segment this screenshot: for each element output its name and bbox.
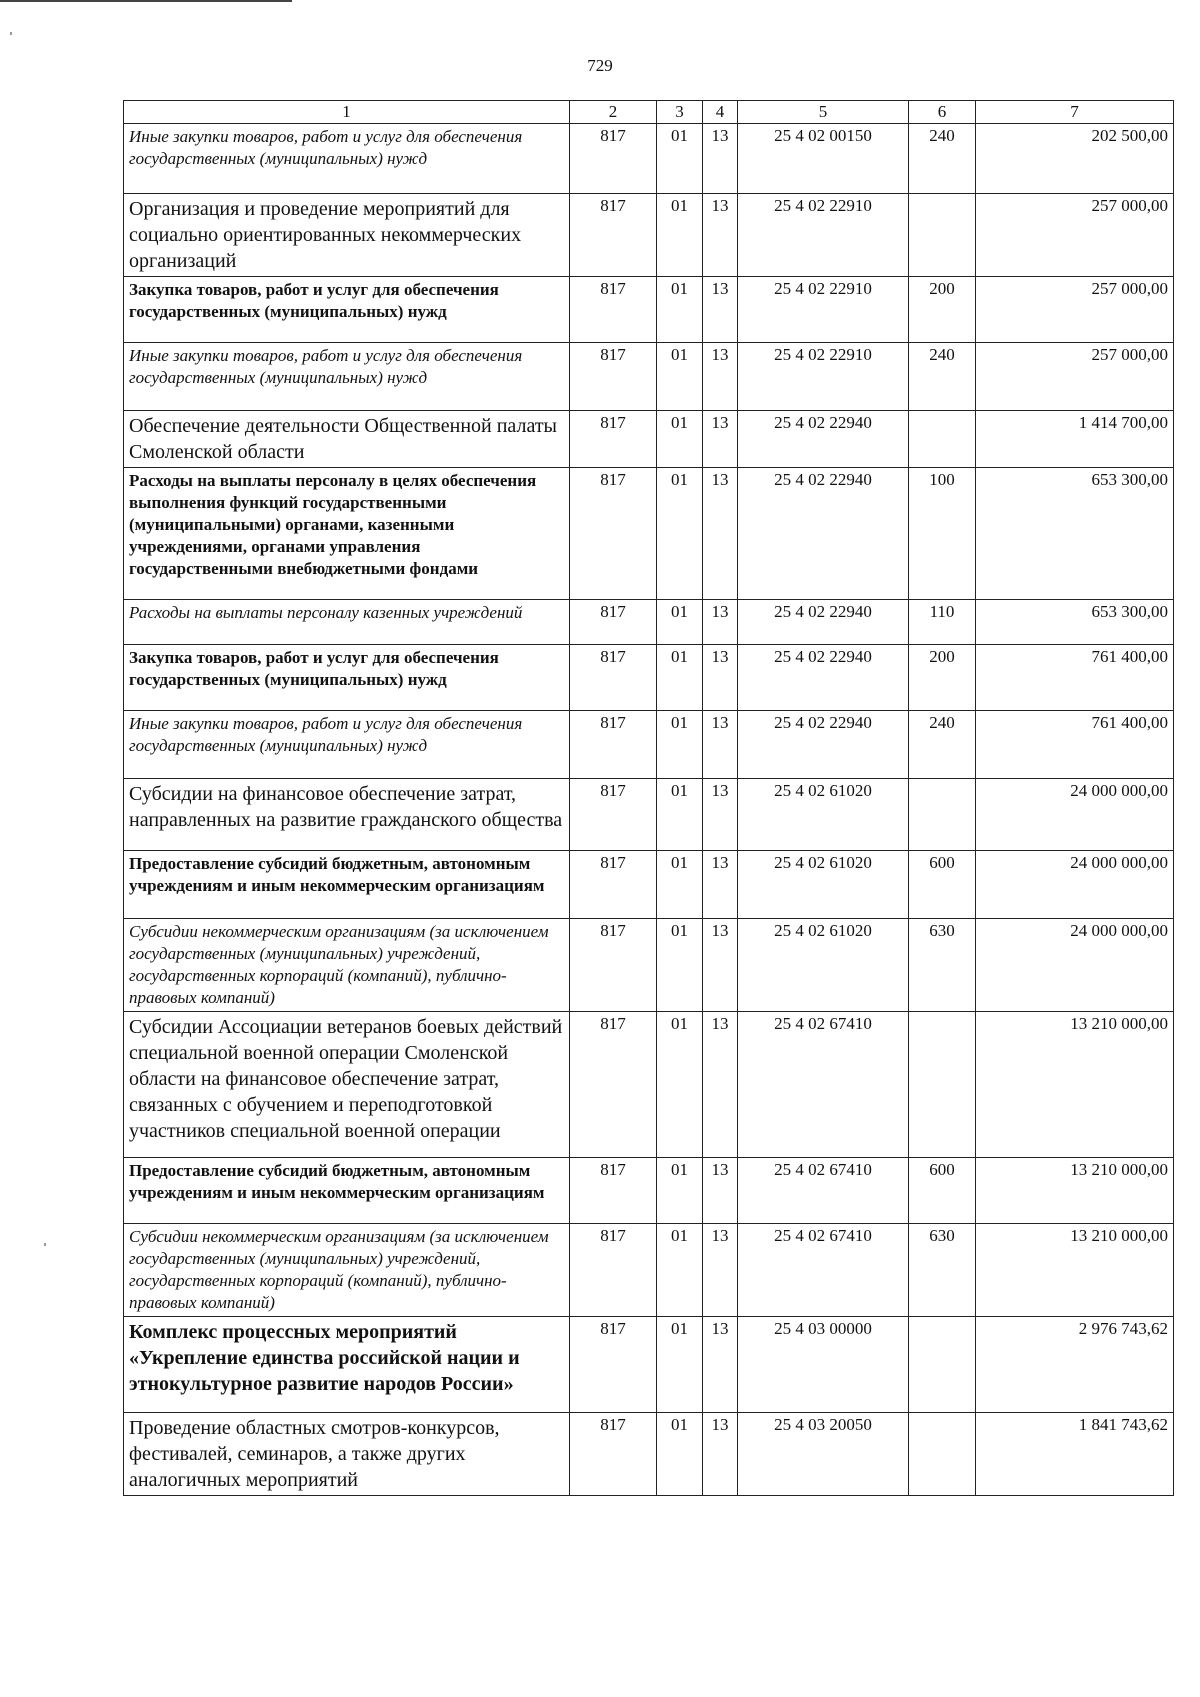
section-code-cell: 01: [657, 468, 703, 600]
admin-code-cell: 817: [570, 600, 657, 645]
table-row: [124, 1224, 1174, 1317]
section-code-cell: 01: [657, 919, 703, 1012]
target-article-cell: 25 4 02 67410: [738, 1012, 909, 1158]
table-row: [124, 919, 1174, 1012]
target-article-cell: 25 4 02 22910: [738, 277, 909, 343]
scan-edge-line: [0, 0, 292, 2]
admin-code-cell: 817: [570, 1413, 657, 1496]
admin-code-cell: 817: [570, 468, 657, 600]
expense-type-cell: 200: [909, 645, 976, 711]
section-code-cell: 01: [657, 1317, 703, 1413]
subsection-code-cell: 13: [703, 124, 738, 194]
row-name-cell: Закупка товаров, работ и услуг для обеспечения государственных (муниципальных) нужд: [124, 645, 570, 711]
row-name-cell: Субсидии на финансовое обеспечение затрат, направленных на развитие гражданского общества: [124, 779, 570, 851]
admin-code-cell: 817: [570, 711, 657, 779]
subsection-code-cell: 13: [703, 1012, 738, 1158]
expense-type-cell: 100: [909, 468, 976, 600]
amount-cell: 24 000 000,00: [976, 779, 1174, 851]
expense-type-cell: [909, 194, 976, 277]
admin-code-cell: 817: [570, 194, 657, 277]
table-row: [124, 600, 1174, 645]
table-row: [124, 711, 1174, 779]
subsection-code-cell: 13: [703, 343, 738, 411]
column-number: 2: [570, 101, 657, 124]
admin-code-cell: 817: [570, 919, 657, 1012]
row-name-cell: Организация и проведение мероприятий для социально ориентированных некоммерческих организаций: [124, 194, 570, 277]
expense-type-cell: 600: [909, 851, 976, 919]
table-row: [124, 194, 1174, 277]
row-name-cell: Предоставление субсидий бюджетным, автономным учреждениям и иным некоммерческим организациям: [124, 851, 570, 919]
target-article-cell: 25 4 02 67410: [738, 1224, 909, 1317]
amount-cell: 24 000 000,00: [976, 919, 1174, 1012]
row-name-cell: Субсидии некоммерческим организациям (за исключением государственных (муниципальных) учреждений, государственных корпораций (компаний), публично-правовых компаний): [124, 1224, 570, 1317]
column-number: 7: [976, 101, 1174, 124]
section-code-cell: 01: [657, 124, 703, 194]
target-article-cell: 25 4 02 22940: [738, 411, 909, 468]
column-number: 6: [909, 101, 976, 124]
target-article-cell: 25 4 03 00000: [738, 1317, 909, 1413]
expense-type-cell: [909, 411, 976, 468]
target-article-cell: 25 4 02 61020: [738, 919, 909, 1012]
table-row: [124, 411, 1174, 468]
amount-cell: 257 000,00: [976, 277, 1174, 343]
table-row: [124, 645, 1174, 711]
target-article-cell: 25 4 02 61020: [738, 851, 909, 919]
column-number: 1: [124, 101, 570, 124]
table-row: [124, 851, 1174, 919]
amount-cell: 1 414 700,00: [976, 411, 1174, 468]
admin-code-cell: 817: [570, 411, 657, 468]
expense-type-cell: 200: [909, 277, 976, 343]
target-article-cell: 25 4 02 22910: [738, 343, 909, 411]
row-name-cell: Иные закупки товаров, работ и услуг для обеспечения государственных (муниципальных) нужд: [124, 343, 570, 411]
amount-cell: 653 300,00: [976, 600, 1174, 645]
amount-cell: 13 210 000,00: [976, 1012, 1174, 1158]
amount-cell: 1 841 743,62: [976, 1413, 1174, 1496]
admin-code-cell: 817: [570, 277, 657, 343]
row-name-cell: Иные закупки товаров, работ и услуг для обеспечения государственных (муниципальных) нужд: [124, 711, 570, 779]
section-code-cell: 01: [657, 411, 703, 468]
table-row: [124, 343, 1174, 411]
subsection-code-cell: 13: [703, 1224, 738, 1317]
expense-type-cell: 240: [909, 343, 976, 411]
table-row: [124, 277, 1174, 343]
section-code-cell: 01: [657, 277, 703, 343]
column-number-row: [124, 101, 1174, 124]
row-name-cell: Обеспечение деятельности Общественной палаты Смоленской области: [124, 411, 570, 468]
column-number: 4: [703, 101, 738, 124]
subsection-code-cell: 13: [703, 1158, 738, 1224]
expense-type-cell: [909, 1413, 976, 1496]
table-row: [124, 1317, 1174, 1413]
expense-type-cell: 600: [909, 1158, 976, 1224]
target-article-cell: 25 4 02 67410: [738, 1158, 909, 1224]
admin-code-cell: 817: [570, 343, 657, 411]
subsection-code-cell: 13: [703, 851, 738, 919]
subsection-code-cell: 13: [703, 1317, 738, 1413]
expense-type-cell: 630: [909, 919, 976, 1012]
amount-cell: 2 976 743,62: [976, 1317, 1174, 1413]
subsection-code-cell: 13: [703, 468, 738, 600]
column-number: 5: [738, 101, 909, 124]
target-article-cell: 25 4 02 61020: [738, 779, 909, 851]
subsection-code-cell: 13: [703, 411, 738, 468]
admin-code-cell: 817: [570, 779, 657, 851]
subsection-code-cell: 13: [703, 645, 738, 711]
section-code-cell: 01: [657, 1413, 703, 1496]
amount-cell: 13 210 000,00: [976, 1158, 1174, 1224]
page-number: 729: [587, 56, 613, 75]
subsection-code-cell: 13: [703, 779, 738, 851]
section-code-cell: 01: [657, 779, 703, 851]
row-name-cell: Предоставление субсидий бюджетным, автономным учреждениям и иным некоммерческим организациям: [124, 1158, 570, 1224]
amount-cell: 257 000,00: [976, 194, 1174, 277]
row-name-cell: Комплекс процессных мероприятий «Укрепление единства российской нации и этнокультурное развитие народов России»: [124, 1317, 570, 1413]
target-article-cell: 25 4 02 22940: [738, 645, 909, 711]
row-name-cell: Закупка товаров, работ и услуг для обеспечения государственных (муниципальных) нужд: [124, 277, 570, 343]
target-article-cell: 25 4 02 22940: [738, 468, 909, 600]
subsection-code-cell: 13: [703, 277, 738, 343]
section-code-cell: 01: [657, 343, 703, 411]
subsection-code-cell: 13: [703, 1413, 738, 1496]
table-row: [124, 468, 1174, 600]
amount-cell: 257 000,00: [976, 343, 1174, 411]
admin-code-cell: 817: [570, 1012, 657, 1158]
section-code-cell: 01: [657, 645, 703, 711]
table-row: [124, 1012, 1174, 1158]
row-name-cell: Расходы на выплаты персоналу казенных учреждений: [124, 600, 570, 645]
row-name-cell: Проведение областных смотров-конкурсов, фестивалей, семинаров, а также других аналогичных мероприятий: [124, 1413, 570, 1496]
amount-cell: 24 000 000,00: [976, 851, 1174, 919]
admin-code-cell: 817: [570, 851, 657, 919]
expense-type-cell: 240: [909, 711, 976, 779]
table-row: [124, 1413, 1174, 1496]
scan-speck: [10, 32, 12, 35]
admin-code-cell: 817: [570, 1317, 657, 1413]
amount-cell: 761 400,00: [976, 645, 1174, 711]
scan-speck: [44, 1243, 46, 1246]
amount-cell: 13 210 000,00: [976, 1224, 1174, 1317]
row-name-cell: Субсидии некоммерческим организациям (за исключением государственных (муниципальных) учреждений, государственных корпораций (компаний), публично-правовых компаний): [124, 919, 570, 1012]
section-code-cell: 01: [657, 851, 703, 919]
expense-type-cell: [909, 1317, 976, 1413]
target-article-cell: 25 4 02 00150: [738, 124, 909, 194]
expense-type-cell: 630: [909, 1224, 976, 1317]
admin-code-cell: 817: [570, 124, 657, 194]
row-name-cell: Иные закупки товаров, работ и услуг для обеспечения государственных (муниципальных) нужд: [124, 124, 570, 194]
admin-code-cell: 817: [570, 1224, 657, 1317]
admin-code-cell: 817: [570, 645, 657, 711]
expense-type-cell: 240: [909, 124, 976, 194]
subsection-code-cell: 13: [703, 600, 738, 645]
subsection-code-cell: 13: [703, 194, 738, 277]
section-code-cell: 01: [657, 1224, 703, 1317]
expense-type-cell: [909, 779, 976, 851]
budget-table: [123, 100, 1174, 1496]
section-code-cell: 01: [657, 1158, 703, 1224]
expense-type-cell: [909, 1012, 976, 1158]
admin-code-cell: 817: [570, 1158, 657, 1224]
section-code-cell: 01: [657, 600, 703, 645]
target-article-cell: 25 4 02 22940: [738, 600, 909, 645]
subsection-code-cell: 13: [703, 711, 738, 779]
amount-cell: 761 400,00: [976, 711, 1174, 779]
table-row: [124, 1158, 1174, 1224]
amount-cell: 202 500,00: [976, 124, 1174, 194]
target-article-cell: 25 4 03 20050: [738, 1413, 909, 1496]
table-row: [124, 779, 1174, 851]
column-number: 3: [657, 101, 703, 124]
table-row: [124, 124, 1174, 194]
subsection-code-cell: 13: [703, 919, 738, 1012]
row-name-cell: Расходы на выплаты персоналу в целях обеспечения выполнения функций государственными (муниципальными) органами, казенными учреждениями, органами управления государственными внебюджетными фондами: [124, 468, 570, 600]
section-code-cell: 01: [657, 1012, 703, 1158]
section-code-cell: 01: [657, 711, 703, 779]
target-article-cell: 25 4 02 22940: [738, 711, 909, 779]
expense-type-cell: 110: [909, 600, 976, 645]
section-code-cell: 01: [657, 194, 703, 277]
target-article-cell: 25 4 02 22910: [738, 194, 909, 277]
amount-cell: 653 300,00: [976, 468, 1174, 600]
row-name-cell: Субсидии Ассоциации ветеранов боевых действий специальной военной операции Смоленской области на финансовое обеспечение затрат, связанных с обучением и переподготовкой участников специальной военной операции: [124, 1012, 570, 1158]
